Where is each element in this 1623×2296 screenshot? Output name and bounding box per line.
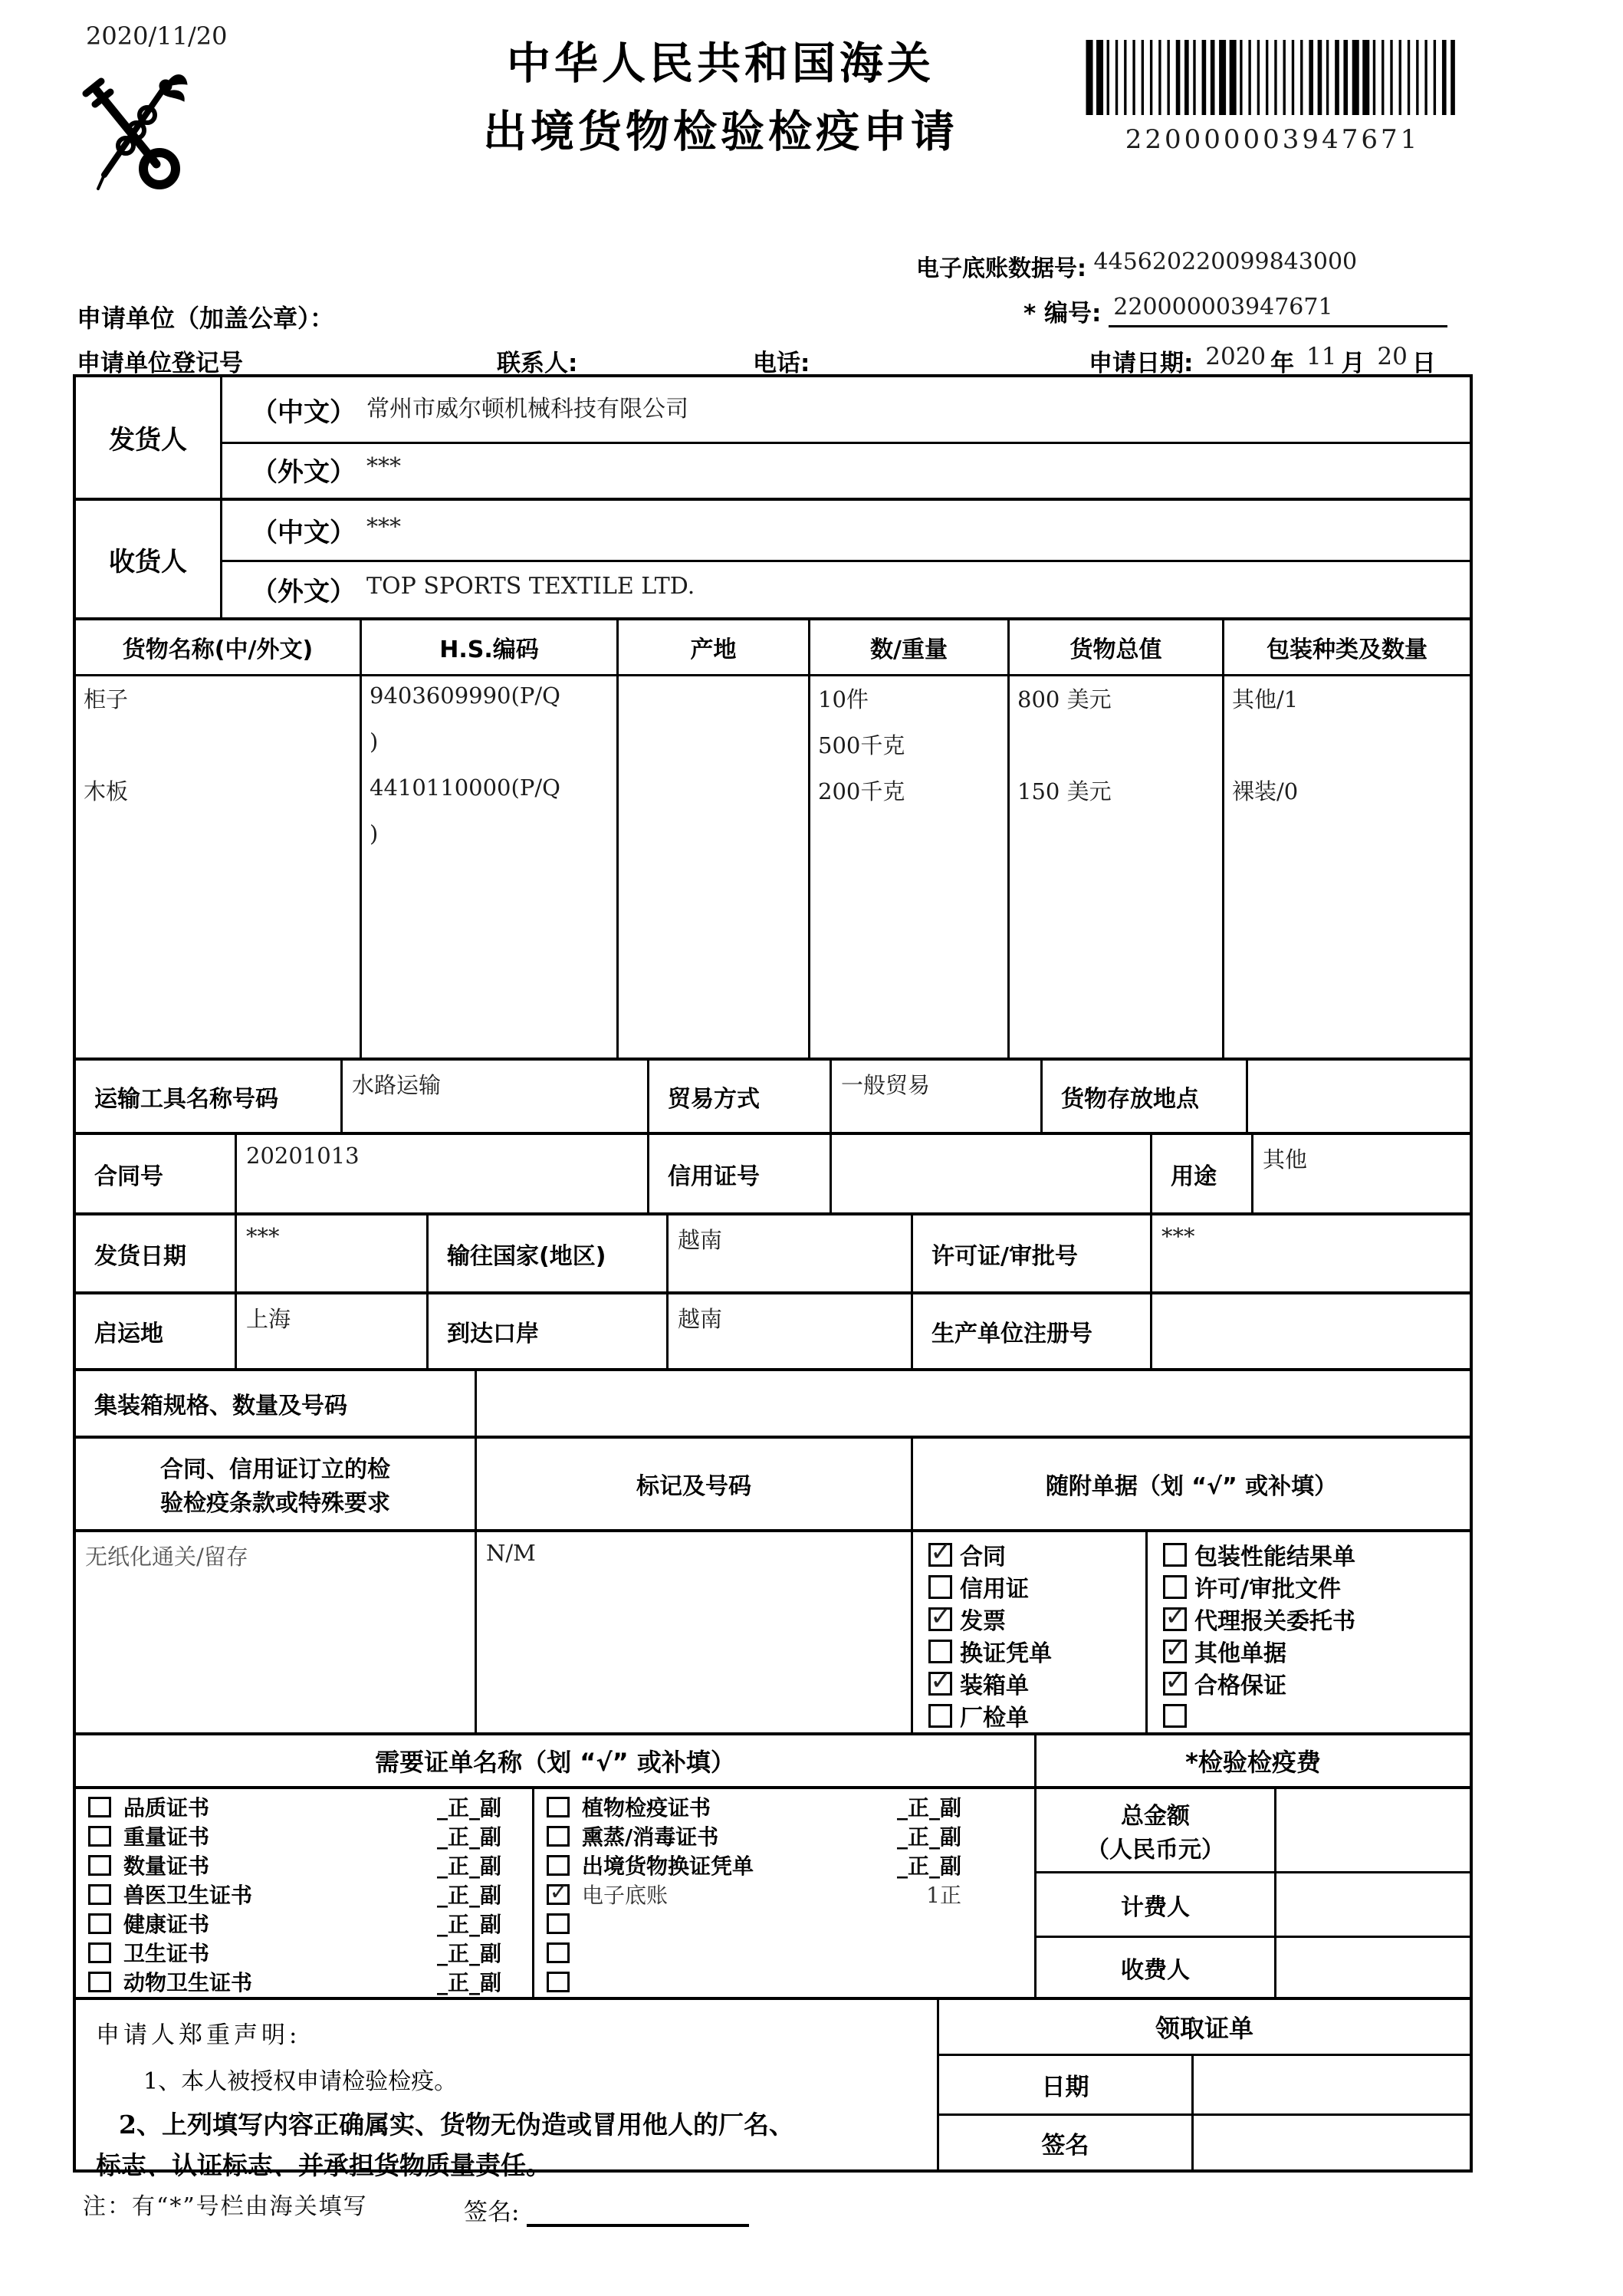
checkbox-icon	[88, 1942, 111, 1963]
copies-slots: _正_副	[436, 1912, 501, 1937]
fee-subtable	[1034, 1789, 1470, 1997]
goods-value-4	[1010, 817, 1222, 863]
year-unit: 年	[1270, 350, 1295, 377]
goods-name-2	[76, 725, 360, 771]
permit-label: 许可证/审批号	[911, 1215, 1150, 1291]
lc-value	[830, 1135, 1150, 1212]
checkbox-icon	[547, 1826, 570, 1847]
goods-col-origin	[616, 676, 808, 1058]
certificate-item	[534, 1909, 961, 1938]
title-line-1: 中华人民共和国海关	[507, 38, 935, 89]
goods-col-pack	[1222, 676, 1470, 1058]
certificates-header: 需要证单名称（划 “√” 或补填）	[375, 1748, 735, 1777]
certificate-item: 品质证书 _正_副	[76, 1792, 501, 1821]
fee-header: *检验检疫费	[1034, 1735, 1470, 1786]
goods-col-qty	[808, 676, 1007, 1058]
doc-item: ✓ 发票	[913, 1603, 1145, 1635]
doc-item	[1148, 1699, 1470, 1732]
goods-col-name	[76, 676, 360, 1058]
barcode-svg	[1083, 40, 1463, 115]
consignee-fn-row	[222, 560, 1470, 616]
goods-hs-1: 9403609990(P/Q	[370, 683, 560, 709]
trade-mode-value: 一般贸易	[830, 1061, 1040, 1132]
goods-header-pack: 包装种类及数量	[1222, 620, 1470, 674]
fee-total-label-line1: 总金额	[1121, 1802, 1190, 1830]
marks-header: 标记及号码	[475, 1439, 911, 1529]
goods-col-hs	[360, 676, 616, 1058]
copies-slots: _正_副	[896, 1795, 961, 1821]
certificate-item: 数量证书 _正_副	[76, 1850, 501, 1880]
goods-hs-4: )	[370, 821, 379, 847]
certificates-body-row	[76, 1786, 1470, 1997]
checkbox-icon	[547, 1913, 570, 1934]
copies-slots: _正_副	[436, 1970, 501, 1995]
consignor-cells	[220, 377, 1470, 498]
consignor-row	[76, 377, 1470, 498]
certificates-left-col	[76, 1789, 532, 1997]
goods-qty-4	[810, 817, 1007, 863]
consignor-fn-value: ***	[366, 453, 401, 480]
consignor-fn-row	[222, 442, 1470, 495]
fee-calculator-label: 计费人	[1121, 1893, 1190, 1921]
checkbox-icon	[88, 1855, 111, 1876]
container-value	[475, 1371, 1470, 1436]
pickup-header: 领取证单	[1155, 2014, 1253, 2043]
goods-header-qty: 数/重量	[808, 620, 1007, 674]
apply-date	[1089, 344, 1436, 378]
print-date: 2020/11/20	[86, 21, 228, 51]
consignee-row	[76, 498, 1470, 617]
doc-item: ✓ 其他单据	[1148, 1635, 1470, 1667]
departure-label: 启运地	[94, 1321, 163, 1347]
checkbox-icon	[1163, 1672, 1187, 1696]
contract-row	[76, 1132, 1470, 1212]
certificate-item: 重量证书 _正_副	[76, 1821, 501, 1850]
declaration-line1: 1、本人被授权申请检验检疫。	[143, 2068, 458, 2095]
certificates-mid-col	[532, 1789, 1034, 1997]
phone-label: 电话:	[753, 350, 810, 377]
storage-label: 货物存放地点	[1040, 1061, 1246, 1132]
fee-total-label-line2: （人民币元）	[1086, 1836, 1224, 1863]
goods-pack-3: 裸装/0	[1232, 778, 1299, 804]
serial-label: * 编号:	[1023, 300, 1102, 327]
checkbox-icon	[88, 1972, 111, 1992]
dest-country-value: 越南	[666, 1215, 911, 1291]
goods-pack-2	[1224, 725, 1470, 771]
departure-value: 上海	[235, 1294, 426, 1368]
doc-item: 许可/审批文件	[1148, 1571, 1470, 1603]
checkbox-icon	[928, 1543, 952, 1567]
cn-prefix: （中文）	[251, 396, 356, 428]
clause-header-line2: 验检疫条款或特殊要求	[160, 1490, 390, 1517]
footnote: 注：有“*”号栏由海关填写	[83, 2193, 368, 2220]
ship-date-label: 发货日期	[94, 1242, 186, 1270]
pickup-sign-row	[939, 2113, 1470, 2169]
goods-qty-3: 200千克	[818, 778, 905, 804]
apply-date-day: 20	[1377, 343, 1408, 370]
fee-calculator-row	[1037, 1871, 1470, 1936]
certificate-item: 兽医卫生证书 _正_副	[76, 1880, 501, 1909]
apply-date-label: 申请日期:	[1089, 350, 1194, 377]
certificate-item: 卫生证书 _正_副	[76, 1938, 501, 1967]
serial-line	[1023, 294, 1447, 334]
certificates-header-row	[76, 1732, 1470, 1786]
clause-value: 无纸化通关/留存	[85, 1544, 248, 1570]
customs-emblem-icon	[71, 67, 190, 194]
consignee-cells	[220, 501, 1470, 617]
apply-date-year: 2020	[1205, 343, 1267, 370]
consignee-label: 收货人	[109, 546, 187, 577]
goods-name-1: 柜子	[84, 686, 129, 712]
checkbox-icon	[1163, 1607, 1187, 1631]
contact-label: 联系人:	[497, 350, 578, 377]
checkbox-icon	[88, 1884, 111, 1905]
goods-value-3: 150 美元	[1017, 778, 1112, 804]
goods-header-hs: H.S.编码	[360, 620, 616, 674]
pickup-sign-label: 签名	[1041, 2131, 1089, 2159]
eaccount-line	[916, 249, 1357, 283]
container-row	[76, 1368, 1470, 1436]
goods-value-2	[1010, 725, 1222, 771]
usage-value: 其他	[1251, 1135, 1470, 1212]
day-unit: 日	[1411, 350, 1436, 377]
goods-header-origin: 产地	[616, 620, 808, 674]
fee-collector-label: 收费人	[1121, 1956, 1190, 1984]
checkbox-icon	[1163, 1704, 1187, 1728]
copies-value: 1正	[926, 1883, 961, 1908]
checkbox-icon	[928, 1575, 952, 1599]
declaration-line3: 标志、认证标志、并承担货物质量责任。	[96, 2150, 551, 2180]
sign-label: 签名:	[464, 2199, 520, 2226]
doc-item: ✓ 代理报关委托书	[1148, 1603, 1470, 1635]
copies-slots: _正_副	[436, 1824, 501, 1850]
goods-pack-1: 其他/1	[1232, 686, 1299, 712]
pickup-subtable	[937, 2000, 1470, 2169]
certificate-item: 出境货物换证凭单 _正_副	[534, 1850, 961, 1880]
consignee-fn-value: TOP SPORTS TEXTILE LTD.	[366, 572, 695, 600]
declaration-title: 申请人郑重声明:	[96, 2021, 301, 2049]
copies-slots: _正_副	[896, 1854, 961, 1879]
goods-body-row	[76, 674, 1470, 1058]
attached-docs-col1	[911, 1532, 1145, 1732]
fee-total-row	[1037, 1789, 1470, 1871]
attached-docs-col2	[1145, 1532, 1470, 1732]
fn-prefix: （外文）	[251, 576, 356, 607]
goods-origin-1	[619, 679, 808, 725]
checkbox-icon	[547, 1942, 570, 1963]
applicant-unit-label: 申请单位（加盖公章）：	[77, 304, 335, 333]
checkbox-icon	[88, 1826, 111, 1847]
arrival-port-label: 到达口岸	[426, 1294, 666, 1368]
goods-header-name: 货物名称(中/外文)	[122, 636, 314, 663]
copies-slots: _正_副	[436, 1941, 501, 1966]
goods-qty-1: 10件	[818, 686, 869, 712]
checkbox-icon	[1163, 1640, 1187, 1663]
producer-reg-label: 生产单位注册号	[911, 1294, 1150, 1368]
goods-name-3: 木板	[84, 778, 129, 804]
contract-value: 20201013	[235, 1135, 647, 1212]
checkbox-icon	[547, 1797, 570, 1817]
pickup-date-value	[1191, 2056, 1470, 2113]
copies-slots: _正_副	[436, 1795, 501, 1821]
fn-prefix: （外文）	[251, 457, 356, 488]
doc-item: ✓ 装箱单	[913, 1667, 1145, 1699]
checkbox-icon	[547, 1855, 570, 1876]
copies-slots: _正_副	[896, 1824, 961, 1850]
permit-value: ***	[1150, 1215, 1470, 1291]
goods-pack-4	[1224, 817, 1470, 863]
fee-collector-value	[1274, 1938, 1470, 1997]
vehicle-value: 水路运输	[340, 1061, 647, 1132]
departure-row	[76, 1291, 1470, 1368]
barcode-number: 220000003947671	[1125, 124, 1421, 155]
dest-country-label: 输往国家(地区)	[426, 1215, 666, 1291]
fee-total-value	[1274, 1789, 1470, 1871]
checkbox-icon	[88, 1913, 111, 1934]
checkbox-icon	[1163, 1543, 1187, 1567]
goods-hs-3: 4410110000(P/Q	[370, 775, 560, 801]
ship-date-row	[76, 1212, 1470, 1291]
goods-hs-2: )	[370, 729, 379, 755]
checkbox-icon	[928, 1640, 952, 1663]
goods-header-row	[76, 617, 1470, 674]
fee-collector-row	[1037, 1936, 1470, 1997]
certificate-item: 植物检疫证书 _正_副	[534, 1792, 961, 1821]
checkbox-icon	[928, 1607, 952, 1631]
producer-reg-value	[1150, 1294, 1470, 1368]
consignor-cn-row	[222, 377, 1470, 442]
goods-qty-2: 500千克	[818, 732, 905, 758]
goods-header-value: 货物总值	[1007, 620, 1222, 674]
terms-content-row	[76, 1529, 1470, 1732]
attached-docs-header: 随附单据（划 “√” 或补填）	[911, 1439, 1470, 1529]
checkbox-icon	[928, 1672, 952, 1696]
doc-item: 信用证	[913, 1571, 1145, 1603]
terms-header-row	[76, 1436, 1470, 1529]
doc-item: ✓ 合同	[913, 1538, 1145, 1571]
checkbox-icon	[88, 1797, 111, 1817]
fee-calculator-value	[1274, 1873, 1470, 1936]
registration-label: 申请单位登记号	[77, 350, 243, 377]
consignee-cn-row	[222, 501, 1470, 560]
trade-mode-label: 贸易方式	[647, 1061, 830, 1132]
arrival-port-value: 越南	[666, 1294, 911, 1368]
barcode-block	[1083, 40, 1463, 155]
eaccount-value: 445620220099843000	[1093, 248, 1358, 275]
checkbox-icon	[547, 1884, 570, 1905]
contract-label: 合同号	[94, 1163, 163, 1190]
doc-item: 换证凭单	[913, 1635, 1145, 1667]
copies-slots: _正_副	[436, 1854, 501, 1879]
goods-value-1: 800 美元	[1017, 686, 1112, 712]
goods-col-value	[1007, 676, 1222, 1058]
copies-slots: _正_副	[436, 1883, 501, 1908]
month-unit: 月	[1341, 350, 1365, 377]
checkbox-icon	[1163, 1575, 1187, 1599]
apply-date-month: 11	[1306, 343, 1337, 370]
serial-value: 220000003947671	[1109, 294, 1447, 327]
pickup-date-label: 日期	[1041, 2074, 1089, 2101]
certificate-item	[534, 1967, 961, 1996]
transport-row	[76, 1058, 1470, 1132]
consignor-cn-value: 常州市威尔顿机械科技有限公司	[366, 396, 688, 423]
marks-value: N/M	[475, 1532, 911, 1732]
eaccount-label: 电子底账数据号:	[916, 255, 1086, 282]
lc-label: 信用证号	[647, 1135, 830, 1212]
form-title	[399, 38, 1043, 157]
container-label: 集装箱规格、数量及号码	[94, 1393, 347, 1419]
clause-header-line1: 合同、信用证订立的检	[160, 1456, 390, 1483]
signature-blank	[527, 2201, 749, 2227]
doc-item: 厂检单	[913, 1699, 1145, 1732]
certificate-item: 健康证书 _正_副	[76, 1909, 501, 1938]
pickup-date-row	[939, 2054, 1470, 2113]
title-line-2: 出境货物检验检疫申请	[483, 107, 958, 157]
consignor-label: 发货人	[109, 425, 187, 456]
certificate-item: 熏蒸/消毒证书 _正_副	[534, 1821, 961, 1850]
doc-item: ✓ 合格保证	[1148, 1667, 1470, 1699]
pickup-sign-value	[1191, 2116, 1470, 2169]
declaration-line2: 2、上列填写内容正确属实、货物无伪造或冒用他人的厂名、	[119, 2110, 794, 2140]
clause-header	[76, 1439, 475, 1529]
cn-prefix: （中文）	[251, 518, 356, 548]
vehicle-label: 运输工具名称号码	[94, 1085, 278, 1113]
ship-date-value: ***	[235, 1215, 426, 1291]
usage-label: 用途	[1150, 1135, 1251, 1212]
certificate-item-eaccount: ✓ 电子底账 1正	[534, 1880, 961, 1909]
doc-item: 包装性能结果单	[1148, 1538, 1470, 1571]
certificate-item: 动物卫生证书 _正_副	[76, 1967, 501, 1996]
checkbox-icon	[547, 1972, 570, 1992]
checkbox-icon	[928, 1704, 952, 1728]
storage-value	[1246, 1061, 1470, 1132]
consignee-cn-value: ***	[366, 514, 401, 541]
fee-total-label	[1037, 1789, 1274, 1871]
goods-name-4	[76, 817, 360, 863]
certificate-item	[534, 1938, 961, 1967]
